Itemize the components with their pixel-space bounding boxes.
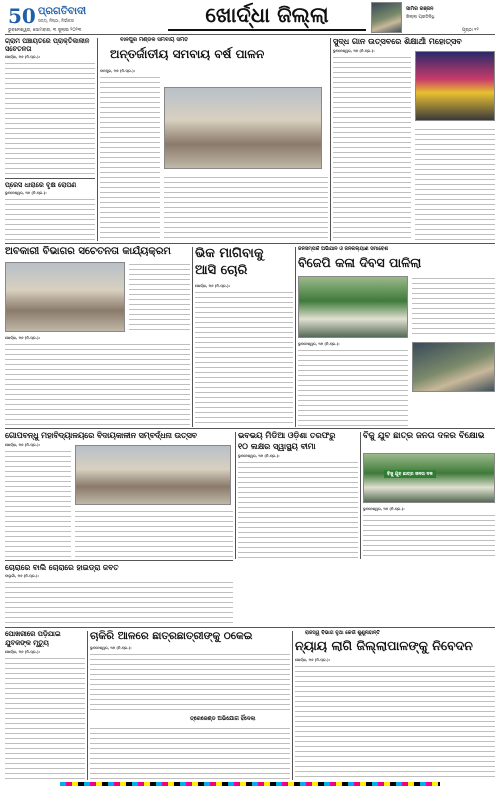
story-excise-body-side: [129, 262, 190, 332]
story-sand-body: [5, 580, 233, 625]
story-job-dateline: ଭୁବନେଶ୍ୱର, ୨ା୭ (ନି.ପ୍ର.):: [90, 646, 132, 650]
story-theft-dateline: ଖୋର୍ଦ୍ଧା, ୨ା୭ (ନି.ପ୍ର.):: [195, 284, 231, 288]
anniversary-logo: [8, 4, 38, 26]
masthead: [0, 0, 500, 33]
story-collector-kicker: ରାଜସ୍ୱ ବିଭାଗ ବୃଥା କେଉଁ ଶୁଣୁନାହାନ୍ତି: [305, 630, 380, 636]
story-bjp-body: [298, 348, 408, 426]
story-festival-body-2: [415, 127, 495, 241]
story-cooperative-body-2: [164, 175, 328, 241]
story-protest-dateline: ଭୁବନେଶ୍ୱର, ୨ା୭ (ନି.ପ୍ର.):: [363, 507, 405, 511]
story-college-body: [5, 449, 71, 559]
story-pond-dateline: ଖୋର୍ଦ୍ଧା, ୨ା୭ (ନି.ପ୍ର.):: [5, 650, 41, 654]
section-title: ଖୋର୍ଦ୍ଧା ଜିଲ୍ଲା: [205, 3, 329, 27]
vrule-7: [87, 631, 88, 780]
section-title-underline: [168, 29, 366, 31]
paper-name: ପ୍ରଗତିବାଦୀ: [38, 6, 87, 17]
story-protest-body: [363, 513, 495, 559]
story-sand: [5, 563, 233, 625]
story-excise: [5, 246, 190, 426]
story-job-body-2: [90, 726, 290, 780]
story-cooperative: [100, 37, 328, 241]
story-panchayat-body: [5, 61, 95, 177]
story-media-dateline: ଭୁବନେଶ୍ୱର, ୨ା୭ (ନି.ପ୍ର.):: [238, 454, 280, 458]
story-bjp-body-side: [412, 276, 495, 338]
columnist-name: ସାମିର ରଞ୍ଜନ: [406, 6, 434, 12]
story-college: [5, 431, 233, 559]
story-excise-headline: ଅବକାରୀ ବିଭାଗର ସଚେତନତା କାର୍ଯ୍ୟକ୍ରମ: [5, 246, 171, 257]
story-festival-headline: ସୁଦ୍ଧ ଗାନ ଉତ୍ସବରେ ଶିକ୍ଷାର୍ଥୀ ମହୋତ୍ସବ: [333, 37, 462, 46]
story-festival-photo: [415, 51, 495, 121]
story-collector-dateline: ଖୋର୍ଦ୍ଧା, ୨ା୭ (ନି.ପ୍ର.):: [295, 658, 331, 662]
masthead-rule: [5, 34, 495, 35]
story-excise-photo: [5, 262, 125, 332]
story-job-headline: ଚାକିରି ଆଳରେ ଛାତ୍ରଛାତ୍ରୀଙ୍କୁ ଠକେଇ: [90, 630, 253, 642]
story-excise-body: [5, 342, 190, 426]
columnist-role: ଜିଲ୍ଲା ପ୍ରତିନିଧି: [406, 15, 435, 20]
story-college-headline: ଗୋପବନ୍ଧୁ ମହାବିଦ୍ୟାଳୟରେ ବିଦାୟକାଳୀନ ସମ୍ବର୍ଦ୍ଧନା ଉତ୍ସବ: [5, 431, 197, 440]
story-festival-body: [333, 55, 411, 241]
story-media: [238, 431, 358, 559]
vrule-3: [192, 247, 193, 427]
story-media-headline-1: ଭବଭୟ ମିଡିଆ ଓଡ଼ିଶା ତରଫରୁ: [238, 431, 336, 440]
registration-strip: [60, 782, 440, 786]
story-tree-dateline: ଭୁବନେଶ୍ୱର, ୨ା୭ (ନି.ପ୍ର.):: [5, 191, 47, 195]
story-tree: [5, 181, 95, 241]
story-protest-photo: [363, 453, 495, 503]
story-excise-dateline: ଖୋର୍ଦ୍ଧା, ୨ା୭ (ନି.ପ୍ର.):: [5, 336, 41, 340]
story-bjp-headline: ବିଜେପି କଳା ଦିବସ ପାଳିଲା: [298, 255, 422, 270]
paper-tagline: ସତ୍ୟ, ନିଷ୍ଠା, ନିର୍ଭୀକତା: [38, 18, 75, 23]
story-media-body: [238, 460, 358, 559]
story-collector-headline: ନ୍ୟାୟ ଲାଗି ଜିଲ୍ଲାପାଳଙ୍କୁ ନିବେଦନ: [295, 638, 473, 653]
row3-rule: [5, 627, 495, 628]
story-pond-body: [5, 656, 85, 780]
story-panchayat-dateline: ଖୋର୍ଦ୍ଧା, ୨ା୭ (ନି.ପ୍ର.):: [5, 55, 41, 59]
row1-rule: [5, 243, 495, 244]
story-job: [90, 630, 290, 780]
story-festival-dateline: ଭୁବନେଶ୍ୱର, ୨ା୭ (ନି.ପ୍ର.):: [333, 49, 375, 53]
story-tree-headline: ପ୍ରେସ ଧାରାରେ ବୃକ୍ଷ ରୋପଣ: [5, 181, 77, 189]
vrule-4: [295, 247, 296, 427]
vrule-2: [330, 38, 331, 241]
story-cooperative-dateline: ବାନପୁର, ୨ା୭ (ନି.ପ୍ର.):: [100, 69, 136, 73]
story-collector: [295, 630, 495, 780]
story-protest-banner: ବିଜୁ ଯୁବ ଛାତ୍ର ଜନତା ଦଳ: [384, 470, 436, 478]
vrule-6: [360, 432, 361, 559]
story-media-headline-2: ୧୦ ଲକ୍ଷର ସ୍ୱାସ୍ଥ୍ୟ ବୀମା: [238, 442, 316, 451]
story-festival: [333, 37, 495, 241]
story-pond-headline-1: ପୋଖରୀରେ ପଡ଼ିଯାଇ: [5, 630, 61, 638]
story-theft: [195, 246, 293, 426]
story-sand-headline: ଚୋରାରେ ବାଲି ଚୋରାରେ ହାଇଡ୍ରା ଜବତ: [5, 563, 119, 572]
story-job-body: [90, 652, 290, 712]
columnist-photo: [371, 2, 402, 33]
rule-left-1: [5, 178, 95, 179]
date-line: ଭୁବନେଶ୍ୱର, ସୋମବାର, ୩ ଜୁଲାଇ ୨୦୨୩: [8, 28, 82, 33]
story-bjp-dateline: ଭୁବନେଶ୍ୱର, ୨ା୭ (ନି.ପ୍ର.):: [298, 342, 340, 346]
vrule-5: [235, 432, 236, 559]
vrule-1: [97, 38, 98, 241]
story-cooperative-kicker: ବାନପୁର ମଣ୍ଡଳ ସମବାୟ ସମିତି: [120, 37, 189, 43]
story-cooperative-headline: ଅନ୍ତର୍ଜାତୀୟ ସମବାୟ ବର୍ଷ ପାଳନ: [110, 47, 265, 61]
story-theft-headline-2: ଆସି ଚୋରି: [195, 263, 248, 278]
story-college-body-2: [75, 509, 233, 559]
story-protest-headline: ବିଜୁ ଯୁବ ଛାତ୍ର ଜନତା ଦଳର ବିକ୍ଷୋଭ: [363, 431, 485, 441]
story-theft-headline-1: ଭିକ ମାଗିବାକୁ: [195, 246, 264, 261]
story-college-photo: [75, 445, 231, 505]
page-number: ପୃଷ୍ଠା ୧୨: [462, 28, 479, 33]
story-college-dateline: ଖୋର୍ଦ୍ଧା, ୨ା୭ (ନି.ପ୍ର.):: [5, 443, 41, 447]
rule-sand-top: [5, 560, 233, 561]
story-job-subhead: ତ୍ରେଜେଣ୍ଡ ଅଭିଯୋଗ ହିଁଦେଲା: [190, 716, 256, 722]
vrule-8: [292, 631, 293, 780]
story-sand-dateline: ବାଲୁଗାଁ, ୨ା୭ (ନି.ପ୍ର.):: [5, 574, 39, 578]
story-tree-body: [5, 197, 95, 241]
story-cooperative-photo: [164, 87, 322, 169]
story-cooperative-body: [100, 75, 160, 241]
story-bjp-photo-2: [412, 342, 495, 392]
story-panchayat-headline: ଗ୍ରାମ ପଞ୍ଚାୟତରେ ପ୍ରାକ୍ତିକାଳୀନ ସଚେତନତା: [5, 37, 90, 53]
story-protest: [363, 431, 495, 559]
row2-rule: [5, 428, 495, 429]
story-pond-headline-2: ଯୁବକଙ୍କ ମୃତ୍ୟୁ: [5, 639, 49, 647]
anniversary-number: 50: [8, 4, 36, 28]
story-collector-body: [295, 664, 495, 780]
story-panchayat: [5, 37, 95, 177]
story-theft-body: [195, 290, 293, 426]
story-bjp: [298, 246, 495, 426]
story-pond: [5, 630, 85, 780]
story-bjp-kicker: ଜନସମ୍ପର୍କ ଅଭିଯାନ ଓ ଜନକଲ୍ୟାଣ ସମାବେଶ: [298, 246, 389, 252]
story-bjp-photo-1: [298, 276, 408, 338]
